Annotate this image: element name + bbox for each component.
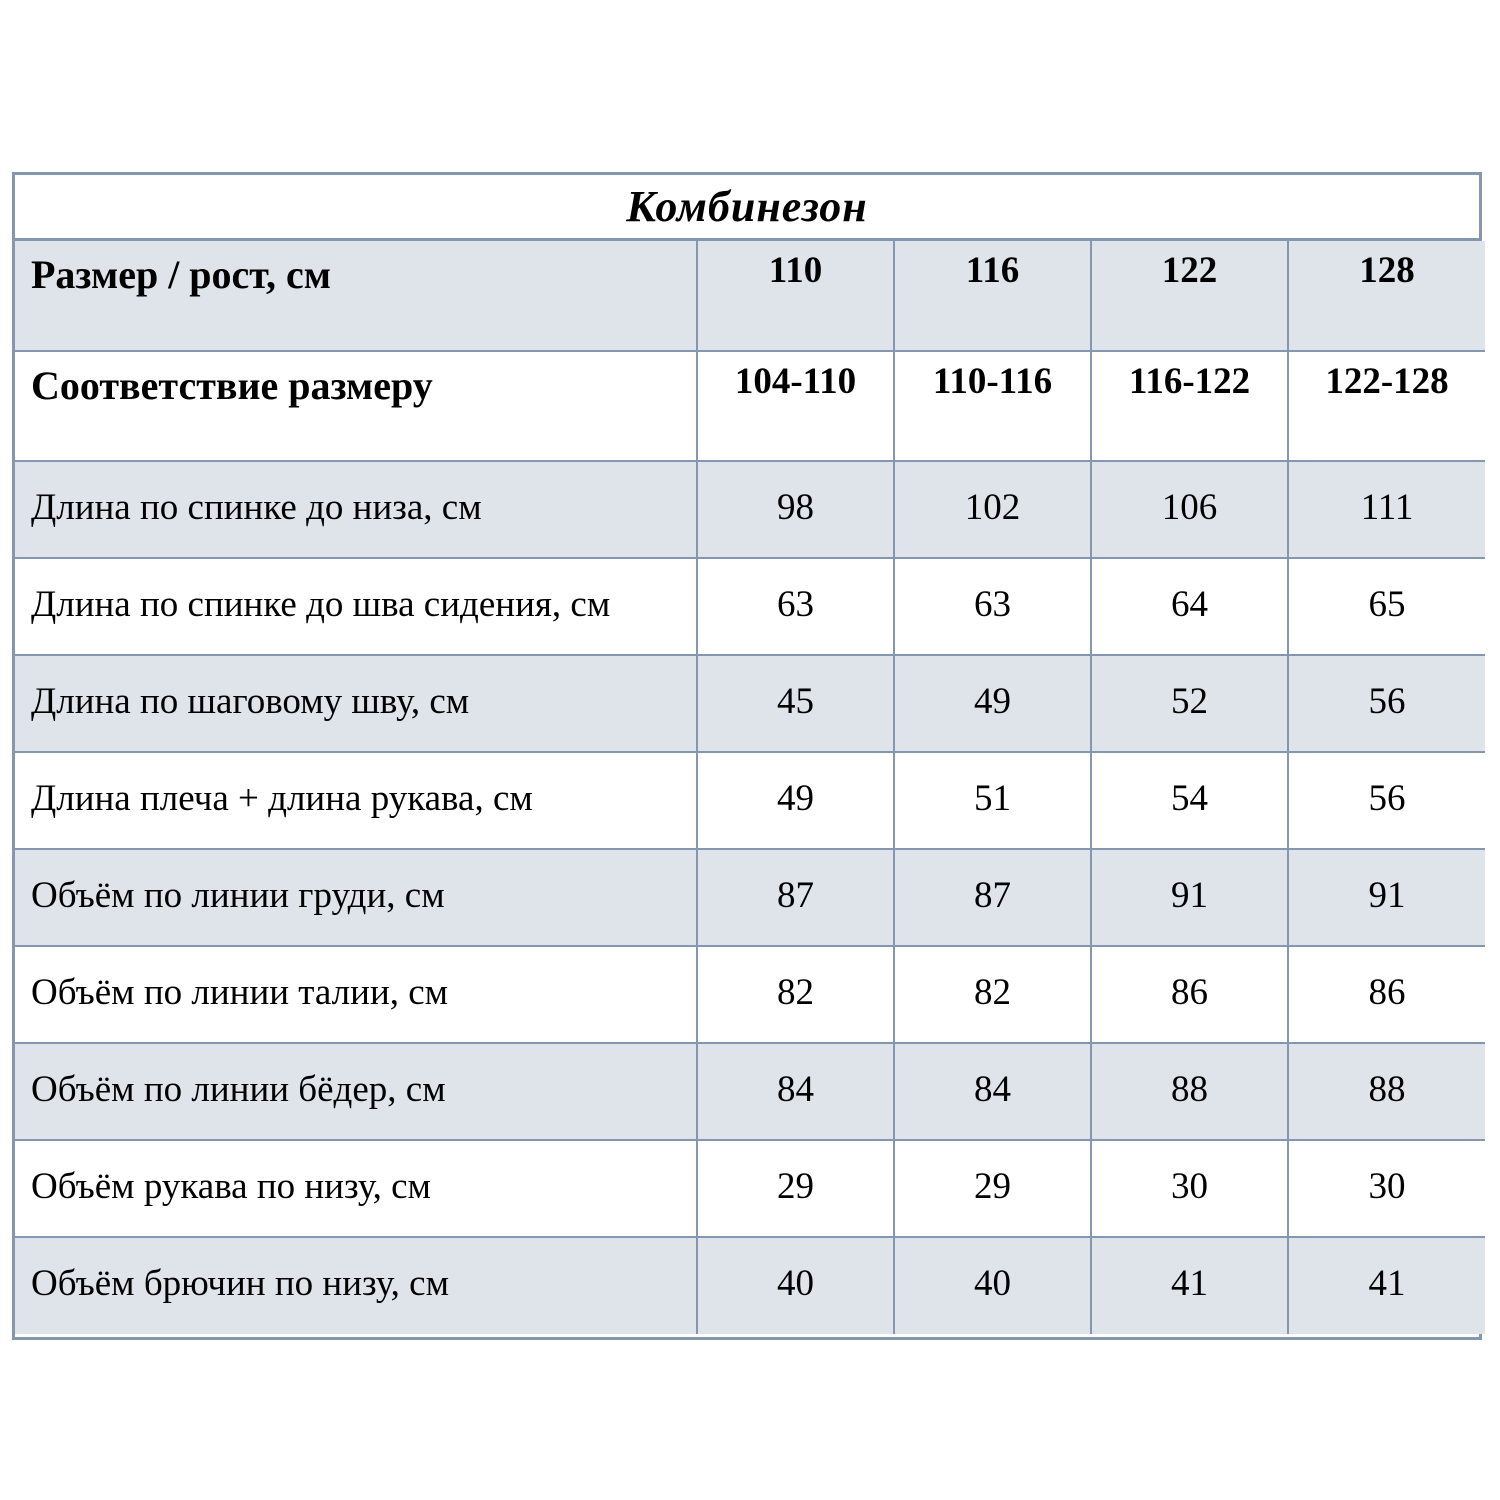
value-cell [894,752,1091,849]
value-cell [1288,461,1485,558]
row-value: 102 [964,487,1021,528]
value-cell [1091,461,1288,558]
row-value: 64 [1171,584,1208,625]
row-value: 82 [974,972,1011,1013]
row-value: 41 [1368,1263,1406,1304]
compat-value: 110-116 [932,361,1053,402]
value-cell [1091,1043,1288,1140]
value-cell [894,461,1091,558]
compat-value: 104-110 [734,361,857,402]
compat-label: Соответствие размеру [31,363,433,408]
compat-value: 116-122 [1128,361,1251,402]
value-cell [894,1043,1091,1140]
row-value: 86 [1368,972,1406,1013]
value-cell [1288,1237,1485,1334]
row-value: 56 [1368,778,1406,819]
value-cell [697,461,894,558]
row-value: 87 [777,875,814,916]
value-cell [1091,752,1288,849]
compat-row [15,351,1485,461]
compat-cell [697,351,894,461]
compat-cell [1091,351,1288,461]
value-cell [894,655,1091,752]
row-label: Объём по линии талии, см [31,972,449,1013]
size-cell [894,241,1091,351]
row-value: 87 [974,875,1011,916]
row-value: 40 [974,1263,1011,1304]
value-cell [697,1140,894,1237]
row-label-cell [15,461,697,558]
row-value: 63 [974,584,1011,625]
value-cell [1288,655,1485,752]
value-cell [1091,1237,1288,1334]
table-row [15,655,1485,752]
size-grid [15,241,1485,1334]
row-value: 88 [1368,1069,1406,1110]
compat-cell [894,351,1091,461]
row-value: 84 [777,1069,814,1110]
row-label-cell [15,1140,697,1237]
row-label-cell [15,558,697,655]
size-110: 110 [768,250,823,291]
row-value: 41 [1171,1263,1208,1304]
size-cell [1288,241,1485,351]
table-row [15,461,1485,558]
row-value: 30 [1171,1166,1208,1207]
row-value: 111 [1360,487,1414,528]
row-value: 91 [1368,875,1406,916]
row-label: Объём по линии бёдер, см [31,1069,446,1110]
value-cell [894,558,1091,655]
row-label: Длина по шаговому шву, см [31,681,470,722]
size-122: 122 [1161,250,1218,291]
table-title: Комбинезон [626,182,868,231]
size-chart-table [12,172,1482,1340]
size-128: 128 [1359,250,1415,291]
header-label-cell [15,241,697,351]
value-cell [1091,558,1288,655]
row-value: 40 [777,1263,814,1304]
row-value: 29 [777,1166,814,1207]
row-label: Длина по спинке до шва сидения, см [31,584,611,625]
value-cell [697,655,894,752]
row-label-cell [15,1237,697,1334]
row-label-cell [15,752,697,849]
row-value: 65 [1368,584,1406,625]
row-label: Объём рукава по низу, см [31,1166,431,1207]
value-cell [894,1140,1091,1237]
table-title-row [15,175,1479,241]
table-row [15,849,1485,946]
row-value: 98 [777,487,814,528]
row-value: 106 [1161,487,1218,528]
row-value: 82 [777,972,814,1013]
row-label: Объём по линии груди, см [31,875,445,916]
row-label: Длина плеча + длина рукава, см [31,778,533,819]
row-label-cell [15,1043,697,1140]
size-116: 116 [965,250,1020,291]
row-value: 30 [1368,1166,1406,1207]
row-value: 49 [777,778,814,819]
value-cell [1091,849,1288,946]
value-cell [1288,946,1485,1043]
header-row [15,241,1485,351]
row-value: 63 [777,584,814,625]
row-value: 84 [974,1069,1011,1110]
row-value: 86 [1171,972,1208,1013]
value-cell [697,849,894,946]
row-value: 56 [1368,681,1406,722]
value-cell [1091,946,1288,1043]
value-cell [894,946,1091,1043]
row-value: 29 [974,1166,1011,1207]
value-cell [1091,1140,1288,1237]
row-value: 45 [777,681,814,722]
value-cell [1288,752,1485,849]
value-cell [894,1237,1091,1334]
row-value: 91 [1171,875,1208,916]
value-cell [1091,655,1288,752]
table-row [15,558,1485,655]
row-value: 51 [974,778,1011,819]
compat-value: 122-128 [1325,361,1449,402]
value-cell [697,1237,894,1334]
value-cell [1288,1043,1485,1140]
row-value: 49 [974,681,1011,722]
row-label-cell [15,849,697,946]
row-value: 54 [1171,778,1208,819]
compat-label-cell [15,351,697,461]
row-label-cell [15,946,697,1043]
compat-cell [1288,351,1485,461]
table-row [15,1237,1485,1334]
row-value: 88 [1171,1069,1208,1110]
value-cell [1288,558,1485,655]
table-row [15,1140,1485,1237]
row-label-cell [15,655,697,752]
value-cell [1288,1140,1485,1237]
value-cell [697,946,894,1043]
size-cell [1091,241,1288,351]
value-cell [697,558,894,655]
value-cell [894,849,1091,946]
value-cell [697,752,894,849]
value-cell [1288,849,1485,946]
table-row [15,946,1485,1043]
row-label: Объём брючин по низу, см [31,1263,449,1304]
size-cell [697,241,894,351]
value-cell [697,1043,894,1140]
table-row [15,1043,1485,1140]
header-label: Размер / рост, см [31,252,331,297]
row-value: 52 [1171,681,1208,722]
table-row [15,752,1485,849]
row-label: Длина по спинке до низа, см [31,487,482,528]
